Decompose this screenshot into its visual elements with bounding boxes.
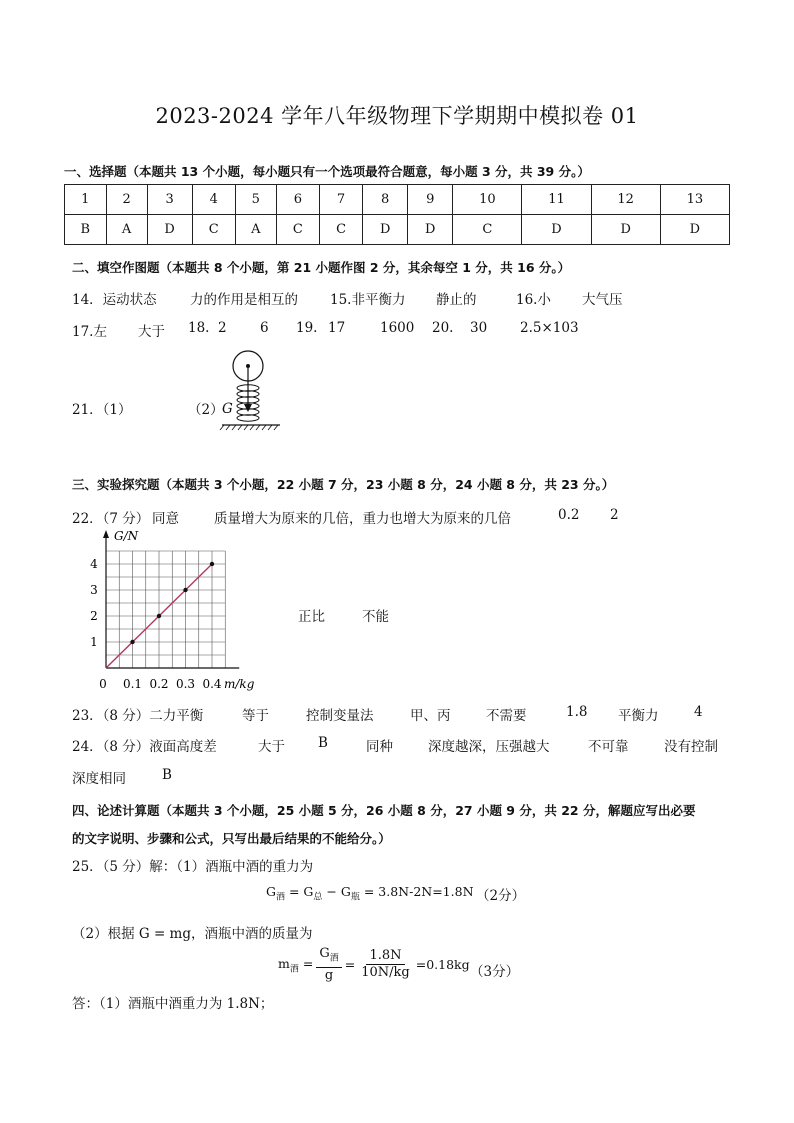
spring-diagram: [218, 346, 288, 432]
table-cell: 10: [453, 185, 522, 215]
q22-a3: 0.2: [558, 507, 580, 523]
q22-a4: 2: [610, 507, 619, 523]
q24-a7-cont: 深度相同: [72, 771, 126, 787]
table-cell: 2: [106, 185, 147, 215]
data-point: [130, 640, 134, 644]
q23-label: 23．（8 分）二力平衡: [72, 708, 204, 724]
section2-header: 二、填空作图题（本题共 8 个小题，第 21 小题作图 2 分，其余每空 1 分，共 16 分。）: [72, 260, 571, 275]
q22-label: 22．（7 分）: [72, 511, 150, 527]
table-cell: D: [660, 215, 729, 245]
page-title: 2023-2024 学年八年级物理下学期期中模拟卷 01: [155, 104, 639, 128]
y-axis-arrow: [103, 530, 109, 538]
table-cell: C: [192, 215, 235, 245]
answer-16b: 大气压: [582, 292, 623, 308]
answer-18a: 2: [218, 320, 227, 336]
eq2-den: g: [324, 967, 334, 983]
eq1-rhs: = 3.8N-2N=1.8N: [359, 884, 474, 899]
x-tick-label: 0: [99, 677, 107, 691]
eq2-lhs: m: [278, 955, 290, 971]
q24-a8: B: [162, 767, 172, 783]
gravity-label: G: [222, 401, 233, 417]
q24-label: 24．（8 分）液面高度差: [72, 739, 217, 755]
answer-18-label: 18.: [188, 320, 210, 336]
eq2-lhs-sub: 酒: [289, 964, 299, 975]
y-tick-label: 2: [90, 609, 98, 623]
answer-17: 17.左: [72, 324, 107, 340]
eq2-fraction1: [316, 946, 341, 984]
eq2-score: （3分）: [470, 964, 520, 980]
q23-a2: 等于: [242, 708, 269, 724]
q22-a6: 不能: [362, 609, 389, 625]
eq2-num2: 1.8N: [366, 948, 404, 965]
answer-21-label: 21．（1）: [72, 402, 132, 418]
answer-19-label: 19.: [296, 320, 318, 336]
data-point: [210, 562, 214, 566]
q24-a5: 深度越深，压强越大: [428, 739, 550, 755]
eq1-mid2: − G: [322, 884, 351, 899]
table-cell: 7: [319, 185, 362, 215]
answer-table-answer-row: [65, 215, 730, 245]
table-cell: 5: [235, 185, 276, 215]
answer-20-label: 20.: [432, 320, 454, 336]
section4-header-line2: 的文字说明、步骤和公式，只写出最后结果的不能给分。）: [72, 831, 391, 846]
table-cell: A: [235, 215, 276, 245]
x-tick-label: 0.3: [175, 677, 196, 691]
answer-14b: 力的作用是相互的: [190, 292, 298, 308]
eq2-num-sub: 酒: [329, 953, 339, 964]
table-cell: 12: [591, 185, 660, 215]
table-cell: C: [453, 215, 522, 245]
answer-19b: 1600: [380, 320, 415, 336]
table-cell: D: [591, 215, 660, 245]
y-tick-label: 4: [90, 557, 98, 571]
q23-a7: 平衡力: [618, 708, 659, 724]
answer-19a: 17: [328, 320, 346, 336]
data-point: [157, 614, 161, 618]
table-cell: C: [319, 215, 362, 245]
section3-header: 三、实验探究题（本题共 3 个小题，22 小题 7 分，23 小题 8 分，24 小题 8 分，共 23 分。）: [72, 477, 615, 492]
q24-a3: B: [318, 735, 328, 751]
answer-14: 14．运动状态: [72, 292, 157, 308]
eq2-fraction2: [358, 948, 413, 981]
q24-a4: 同种: [366, 739, 393, 755]
answer-15: 15.非平衡力: [330, 292, 406, 308]
eq1-mid1-sub: 总: [313, 892, 323, 903]
answer-20a: 30: [470, 320, 488, 336]
table-cell: 11: [522, 185, 591, 215]
table-cell: D: [147, 215, 192, 245]
answer-21-part2: （2）: [188, 402, 224, 418]
table-cell: 13: [660, 185, 729, 215]
table-cell: 3: [147, 185, 192, 215]
q23-a5: 不需要: [486, 708, 527, 724]
q22-a1: 同意: [152, 511, 179, 527]
ground-hatch: [220, 425, 278, 430]
gravity-mass-chart: [88, 528, 278, 694]
q23-a6: 1.8: [566, 704, 588, 720]
arrow-head: [244, 404, 252, 412]
table-cell: C: [276, 215, 319, 245]
eq2-den2: 10N/kg: [361, 965, 410, 981]
x-tick-label: 0.1: [122, 677, 143, 691]
table-cell: 1: [65, 185, 107, 215]
table-cell: A: [106, 215, 147, 245]
table-cell: 4: [192, 185, 235, 215]
eq1-lhs: G: [266, 884, 276, 899]
answer-table: [64, 184, 730, 245]
eq1-score: （2分）: [476, 888, 526, 904]
answer-20b: 2.5×103: [520, 320, 579, 336]
q22-a5: 正比: [298, 609, 325, 625]
x-tick-label: 0.2: [149, 677, 169, 691]
eq2-num: G: [319, 946, 330, 961]
table-cell: 9: [408, 185, 453, 215]
eq2-rhs: =0.18kg: [415, 957, 470, 973]
q23-a3: 控制变量法: [306, 708, 374, 724]
equation-mass: $m_酒$ = $\frac{G_酒}{g}$ = $\frac{1.8N}{10N/kg}$ =0.18kg: [278, 946, 470, 983]
answer-15b: 静止的: [436, 292, 477, 308]
eq1-mid1: = G: [285, 884, 314, 899]
equation-weight: [266, 884, 474, 903]
table-cell: D: [522, 215, 591, 245]
table-cell: 8: [363, 185, 408, 215]
table-cell: D: [408, 215, 453, 245]
q24-a2: 大于: [258, 739, 285, 755]
table-cell: D: [363, 215, 408, 245]
section1-header: 一、选择题（本题共 13 个小题，每小题只有一个选项最符合题意，每小题 3 分，共 39 分。）: [64, 164, 590, 179]
eq1-lhs-sub: 酒: [276, 892, 286, 903]
eq1-mid2-sub: 瓶: [350, 892, 360, 903]
y-axis-label: G/N: [114, 529, 139, 543]
q25-part2: （2）根据 G = mg，酒瓶中酒的质量为: [72, 926, 313, 942]
y-tick-label: 3: [90, 583, 98, 597]
answer-18b: 6: [260, 320, 269, 336]
section4-header-line1: 四、论述计算题（本题共 3 个小题，25 小题 5 分，26 小题 8 分，27 小题 9 分，共 22 分，解题应写出必要: [72, 803, 696, 818]
q22-a2: 质量增大为原来的几倍，重力也增大为原来的几倍: [214, 511, 511, 527]
q24-a6: 不可靠: [588, 739, 629, 755]
answer-17b: 大于: [138, 324, 165, 340]
q23-a4: 甲、丙: [410, 708, 451, 724]
q25-intro: 25．（5 分）解：（1）酒瓶中酒的重力为: [72, 859, 314, 875]
answer-table-number-row: [65, 185, 730, 215]
answer-16: 16.小: [516, 292, 551, 308]
q25-answer: 答：（1）酒瓶中酒重力为 1.8N；: [72, 996, 274, 1012]
y-tick-label: 1: [90, 635, 98, 649]
q24-a7: 没有控制: [664, 739, 718, 755]
table-cell: 6: [276, 185, 319, 215]
x-axis-label: m/kg: [224, 677, 255, 691]
data-point: [183, 588, 187, 592]
q23-a8: 4: [694, 704, 703, 720]
table-cell: B: [65, 215, 107, 245]
x-tick-label: 0.4: [202, 677, 222, 691]
